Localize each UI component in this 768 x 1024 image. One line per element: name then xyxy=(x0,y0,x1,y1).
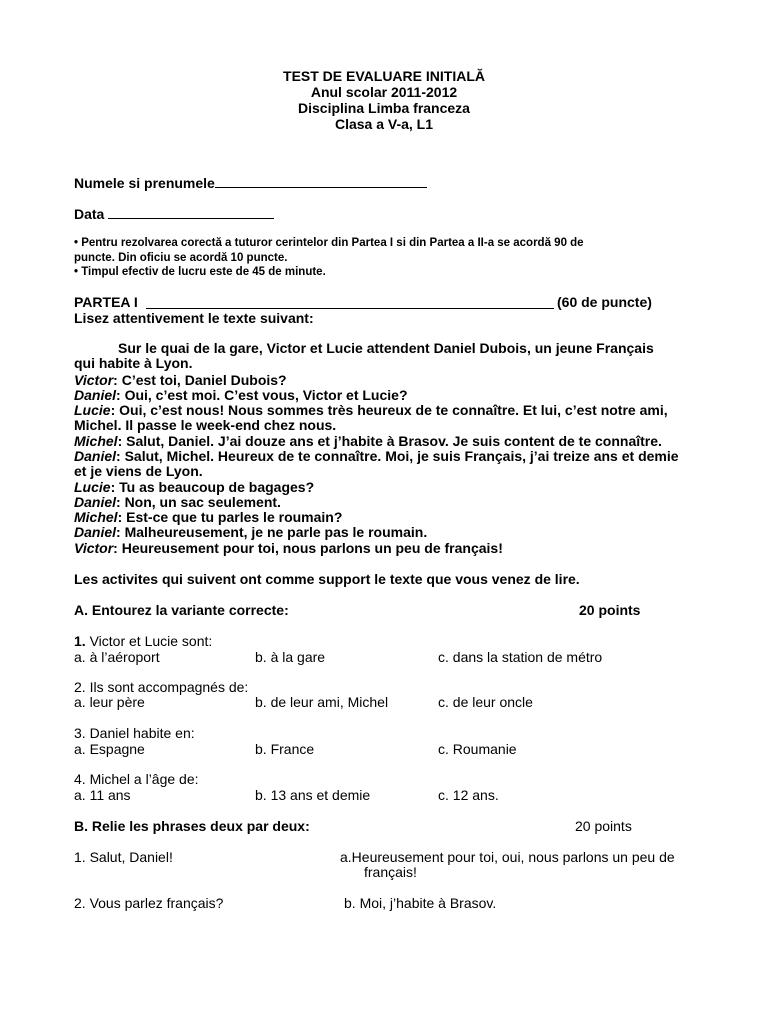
discipline: Disciplina Limba franceza xyxy=(298,100,470,116)
question: 1. Victor et Lucie sont: xyxy=(74,633,213,649)
question: 2. Ils sont accompagnés de: xyxy=(74,679,249,695)
dialogue-line: Daniel: Oui, c’est moi. C’est vous, Victor et Lucie? xyxy=(74,387,408,403)
option-c[interactable]: c. de leur oncle xyxy=(438,694,533,710)
option-a[interactable]: a. 11 ans xyxy=(74,787,131,803)
dialogue-line: Daniel: Non, un sac seulement. xyxy=(74,494,281,510)
dialogue-line: Michel. Il passe le week-end chez nous. xyxy=(74,417,337,433)
section-b-points: 20 points xyxy=(575,818,632,834)
dialogue-line: Michel: Salut, Daniel. J’ai douze ans et j’habite à Brasov. Je suis content de te connaître. xyxy=(74,433,662,449)
text-intro: qui habite à Lyon. xyxy=(74,355,193,371)
date-blank xyxy=(108,207,274,219)
option-c[interactable]: c. Roumanie xyxy=(438,741,517,757)
doc-title: TEST DE EVALUARE INITIALĂ xyxy=(283,68,485,84)
activities-note: Les activites qui suivent ont comme support le texte que vous venez de lire. xyxy=(74,571,580,587)
name-label: Numele si prenumele xyxy=(74,175,215,191)
option-b[interactable]: b. 13 ans et demie xyxy=(255,787,371,803)
speaker: Victor xyxy=(74,372,114,388)
section-a-title: A. Entourez la variante correcte: xyxy=(74,602,289,618)
text-intro: Sur le quai de la gare, Victor et Lucie attendent Daniel Dubois, un jeune Français xyxy=(118,340,654,356)
instruction-line: • Timpul efectiv de lucru este de 45 de minute. xyxy=(74,266,326,278)
option-c[interactable]: c. dans la station de métro xyxy=(438,649,603,665)
part1-rule xyxy=(146,308,554,309)
class-label: Clasa a V-a, L1 xyxy=(334,116,434,132)
option-a[interactable]: a. leur père xyxy=(74,694,145,710)
name-field xyxy=(74,176,427,191)
pair-right-cont: français! xyxy=(364,864,417,880)
option-b[interactable]: b. à la gare xyxy=(255,649,326,665)
section-b-title: B. Relie les phrases deux par deux: xyxy=(74,818,310,834)
instruction-line: puncte. Din oficiu se acordă 10 puncte. xyxy=(74,252,288,264)
option-a[interactable]: a. à l’aéroport xyxy=(74,649,160,665)
speaker: Daniel xyxy=(74,494,117,510)
date-field xyxy=(74,207,274,222)
pair-left: 1. Salut, Daniel! xyxy=(74,849,173,865)
speaker: Victor xyxy=(74,540,114,556)
dialogue-line: Daniel: Malheureusement, je ne parle pas le roumain. xyxy=(74,524,428,540)
speaker: Lucie xyxy=(74,479,111,495)
dialogue-line: et je viens de Lyon. xyxy=(74,463,203,479)
question: 3. Daniel habite en: xyxy=(74,725,195,741)
dialogue-line: Daniel: Salut, Michel. Heureux de te connaître. Moi, je suis Français, j’ai treize ans et demie xyxy=(74,448,679,464)
speaker: Daniel xyxy=(74,448,117,464)
dialogue-line: Lucie: Tu as beaucoup de bagages? xyxy=(74,479,315,495)
pair-right: a.Heureusement pour toi, oui, nous parlons un peu de xyxy=(340,849,675,865)
instruction-line: • Pentru rezolvarea corectă a tuturor cerintelor din Partea I si din Partea a II-a se acordă 90 de xyxy=(74,237,584,249)
part1-subtitle: Lisez attentivement le texte suivant: xyxy=(74,310,314,326)
option-b[interactable]: b. France xyxy=(255,741,315,757)
dialogue-line: Michel: Est-ce que tu parles le roumain? xyxy=(74,509,343,525)
school-year: Anul scolar 2011-2012 xyxy=(310,84,458,100)
section-a-points: 20 points xyxy=(579,602,641,618)
pair-left: 2. Vous parlez français? xyxy=(74,895,224,911)
option-b[interactable]: b. de leur ami, Michel xyxy=(255,694,389,710)
speaker: Daniel xyxy=(74,524,117,540)
question: 4. Michel a l’âge de: xyxy=(74,771,199,787)
option-c[interactable]: c. 12 ans. xyxy=(438,787,499,803)
dialogue-line: Victor: C’est toi, Daniel Dubois? xyxy=(74,372,287,388)
pair-right: b. Moi, j’habite à Brasov. xyxy=(344,895,497,911)
speaker: Michel xyxy=(74,433,118,449)
date-label: Data xyxy=(74,206,105,222)
name-blank xyxy=(215,176,427,188)
speaker: Michel xyxy=(74,509,118,525)
dialogue-line: Victor: Heureusement pour toi, nous parlons un peu de français! xyxy=(74,540,503,556)
dialogue-line: Lucie: Oui, c’est nous! Nous sommes très heureux de te connaître. Et lui, c’est notre ami, xyxy=(74,402,668,418)
speaker: Daniel xyxy=(74,387,117,403)
part1-points: (60 de puncte) xyxy=(557,294,652,310)
part1-title: PARTEA I xyxy=(74,294,138,310)
option-a[interactable]: a. Espagne xyxy=(74,741,145,757)
speaker: Lucie xyxy=(74,402,111,418)
